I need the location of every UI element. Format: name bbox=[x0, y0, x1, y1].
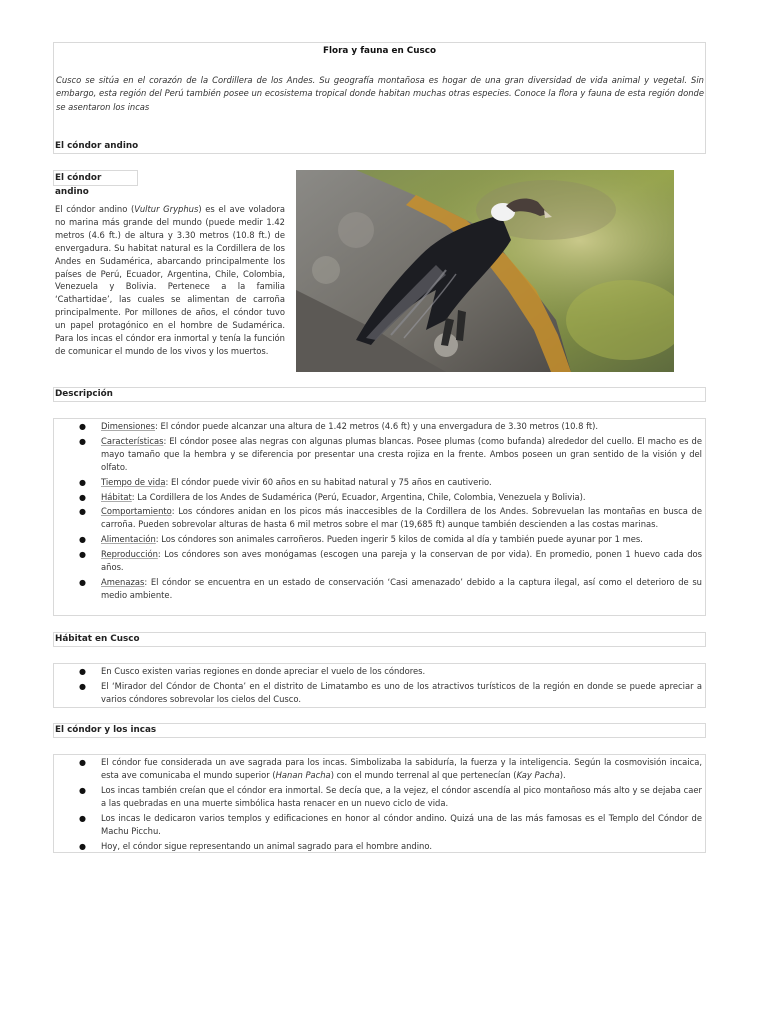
bullet-icon: ● bbox=[79, 492, 86, 502]
list-item-text: En Cusco existen varias regiones en donde apreciar el vuelo de los cóndores. bbox=[101, 666, 426, 676]
list-item-text: : La Cordillera de los Andes de Sudamérica (Perú, Ecuador, Argentina, Chile, Colombia, Venezuela y Bolivia). bbox=[131, 491, 586, 502]
section-heading-descripcion: Descripción bbox=[53, 387, 706, 402]
list-item-text: ) con el mundo terrenal al que pertenecían ( bbox=[330, 770, 517, 781]
list-item-text: : El cóndor puede vivir 60 años en su habitad natural y 75 años en cautiverio. bbox=[165, 476, 492, 487]
habitat-list bbox=[53, 663, 706, 708]
descripcion-list bbox=[53, 418, 706, 616]
list-item-text: : Los cóndores anidan en los picos más inaccesibles de la Cordillera de los Andes. Sobrevuelan las montañas en busca de carroña. Pueden sobrevolar alturas de hasta 6 mil metros sobre el mar (19,685 ft) aunque también descienden a las costas marinas. bbox=[101, 506, 702, 530]
list-item-text: : Los cóndores son animales carroñeros. Pueden ingerir 5 kilos de comida al día y también puede ayunar por 1 mes. bbox=[155, 534, 643, 545]
bullet-icon: ● bbox=[79, 535, 86, 545]
list-item bbox=[54, 756, 705, 782]
list-item bbox=[54, 812, 705, 838]
bullet-icon: ● bbox=[79, 577, 86, 587]
condor-label: El cóndor andino bbox=[53, 170, 138, 186]
condor-text-before: El cóndor andino ( bbox=[55, 204, 135, 214]
section-heading-habitat: Hábitat en Cusco bbox=[53, 632, 706, 647]
bullet-icon: ● bbox=[79, 549, 86, 559]
bullet-icon: ● bbox=[79, 841, 86, 851]
list-item-text: : El cóndor puede alcanzar una altura de 1.42 metros (4.6 ft) y una envergadura de 3.30 metros (10.8 ft). bbox=[155, 421, 599, 431]
list-item-text: : El cóndor se encuentra en un estado de conservación ‘Casi amenazado’ debido a la captura ilegal, así como el deterioro de su medio ambiente. bbox=[101, 576, 702, 600]
list-item bbox=[54, 491, 705, 504]
condor-scientific-name: Vultur Gryphus bbox=[134, 204, 199, 214]
intro-box bbox=[53, 42, 706, 154]
page-title: Flora y fauna en Cusco bbox=[323, 46, 436, 56]
list-item bbox=[54, 476, 705, 489]
list-item bbox=[54, 784, 705, 810]
list-item-italic-term: Hanan Pacha bbox=[275, 770, 331, 781]
bullet-icon: ● bbox=[79, 477, 86, 487]
list-item bbox=[54, 576, 705, 602]
bullet-icon: ● bbox=[79, 681, 86, 691]
condor-paragraph bbox=[55, 203, 285, 358]
bullet-icon: ● bbox=[79, 507, 86, 517]
bullet-icon: ● bbox=[79, 758, 86, 767]
list-item-text: : El cóndor posee alas negras con algunas plumas blancas. Posee plumas (como bufanda) alrededor del cuello. El macho es de mayo tamaño que la hembra y se diferencia por presentar una cresta rojiza en la frente. Ambos poseen un gran sentido de la visión y del olfato. bbox=[101, 435, 702, 473]
list-item bbox=[54, 548, 705, 574]
list-item-label: Características bbox=[101, 435, 164, 446]
list-item-text: Hoy, el cóndor sigue representando un animal sagrado para el hombre andino. bbox=[101, 840, 432, 851]
list-item-text: : Los cóndores son aves monógamas (escogen una pareja y la conservan de por vida). En promedio, ponen 1 huevo cada dos años. bbox=[101, 548, 702, 573]
list-item bbox=[54, 680, 705, 706]
list-item-label: Comportamiento bbox=[101, 506, 172, 517]
section-heading-incas: El cóndor y los incas bbox=[53, 723, 706, 738]
list-item-label: Dimensiones bbox=[101, 421, 156, 431]
bullet-icon: ● bbox=[79, 422, 86, 431]
bullet-icon: ● bbox=[79, 436, 86, 446]
section-heading-condor: El cóndor andino bbox=[55, 141, 139, 151]
list-item-text: Los incas le dedicaron varios templos y edificaciones en honor al cóndor andino. Quizá una de las más famosas es el Templo del Cóndor de Machu Picchu. bbox=[101, 812, 702, 837]
list-item bbox=[54, 840, 705, 853]
incas-list bbox=[53, 754, 706, 853]
condor-text-after: ) es el ave voladora no marina más grande del mundo (puede medir 1.42 metros (4.6 ft.) de altura y 3.30 metros (10.8 ft.) de envergadura. Su habitat natural es la Cordillera de los Andes en Sudamérica, abarcando principalmente los países de Perú, Ecuador, Argentina, Chile, Colombia, Venezuela y Bolivia. Pertenece a la familia ‘Cathartidae’, las cuales se alimentan de carroña principalmente. Por millones de años, el cóndor tuvo un papel protagónico en el hombre de Sudamérica. Para los incas el cóndor era inmortal y tenía la función de comunicar el mundo de los vivos y los muertos. bbox=[55, 204, 285, 356]
list-item bbox=[54, 533, 705, 546]
list-item-text: ). bbox=[559, 770, 566, 781]
list-item bbox=[54, 435, 705, 475]
list-item-text: Los incas también creían que el cóndor era inmortal. Se decía que, a la vejez, el cóndor ascendía al pico montañoso más alto y se dejaba caer a las quebradas en una muerte simbólica hasta renacer en un nuevo ciclo de vida. bbox=[101, 784, 702, 809]
list-item bbox=[54, 420, 705, 433]
list-item bbox=[54, 665, 705, 678]
list-item-label: Hábitat bbox=[101, 491, 132, 502]
list-item-label: Tiempo de vida bbox=[101, 476, 166, 487]
andean-condor-photo bbox=[296, 170, 674, 372]
bullet-icon: ● bbox=[79, 785, 86, 795]
bullet-icon: ● bbox=[79, 667, 86, 676]
list-item bbox=[54, 505, 705, 531]
list-item-italic-term: Kay Pacha bbox=[516, 770, 560, 781]
list-item-label: Reproducción bbox=[101, 548, 158, 559]
list-item-text: El cóndor fue considerada un ave sagrada para los incas. Simbolizaba la sabiduría, la fuerza y la inteligencia. Según la cosmovisión incaica, esta ave comunicaba el mundo superior ( bbox=[101, 757, 702, 781]
list-item-label: Amenazas bbox=[101, 576, 145, 587]
bullet-icon: ● bbox=[79, 813, 86, 823]
list-item-text: El ‘Mirador del Cóndor de Chonta’ en el distrito de Limatambo es uno de los atractivos turísticos de la región en donde se puede apreciar a varios cóndores sobrevolar los cielos del Cusco. bbox=[101, 680, 702, 704]
list-item-label: Alimentación bbox=[101, 534, 156, 545]
intro-paragraph: Cusco se sitúa en el corazón de la Cordillera de los Andes. Su geografía montañosa es hogar de una gran diversidad de vida animal y vegetal. Sin embargo, esta región del Perú también posee un ecosistema tropical donde habitan muchas otras especies. Conoce la flora y fauna de esta región donde se asentaron los incas bbox=[56, 75, 704, 112]
